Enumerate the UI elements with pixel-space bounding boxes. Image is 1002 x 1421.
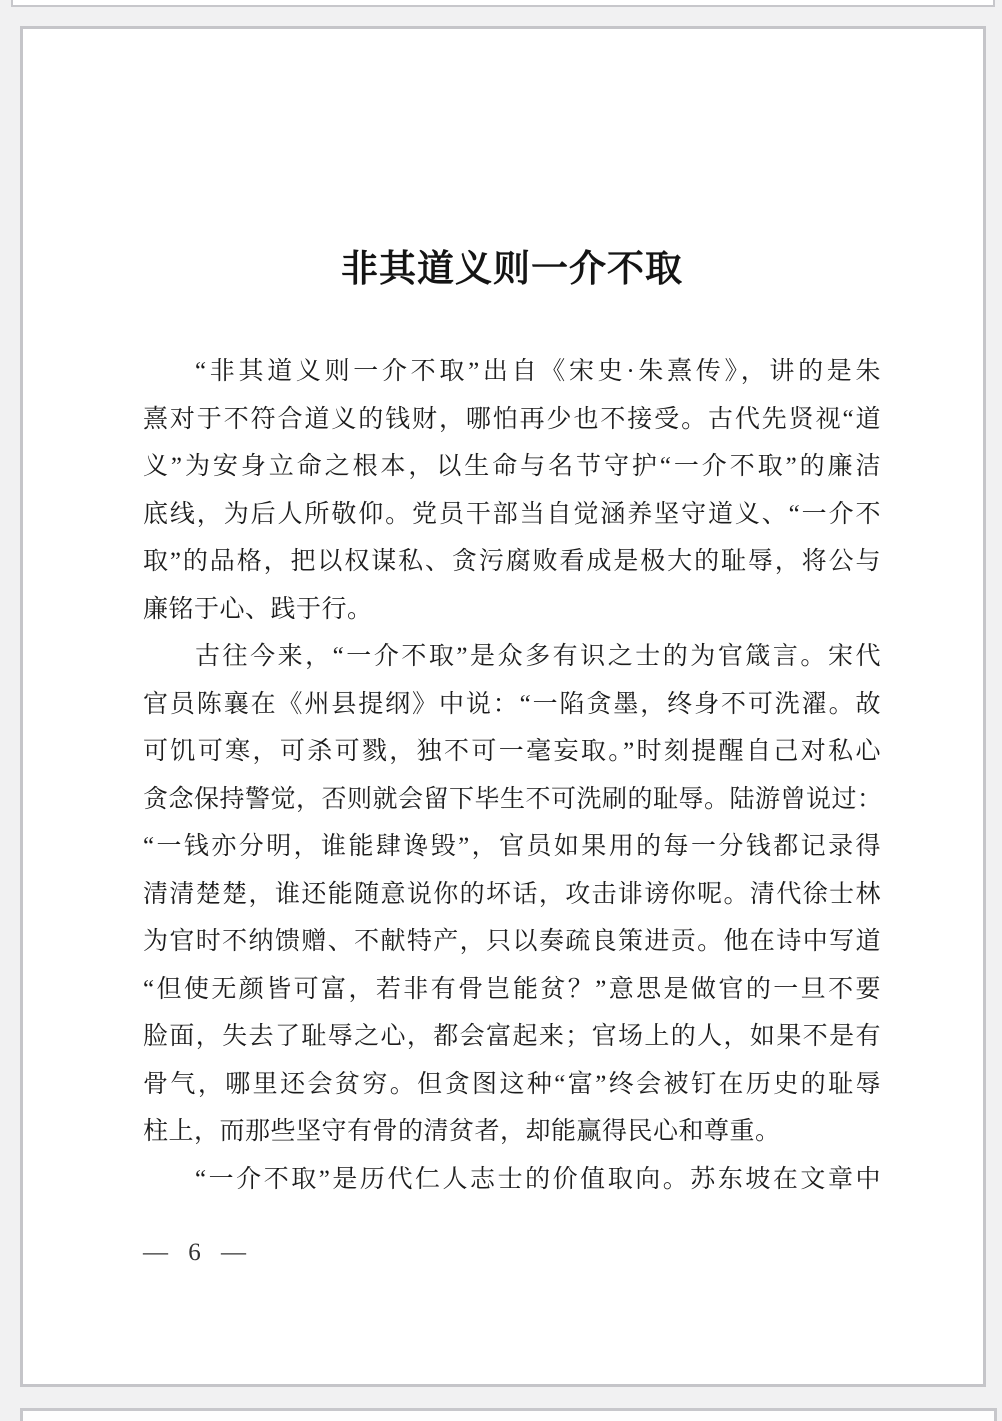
body-text (143, 348, 881, 1203)
text-line: 脸面，失去了耻辱之心，都会富起来；官场上的人，如果不是有 (143, 1023, 881, 1050)
text-line: 贪念保持警觉，否则就会留下毕生不可洗刷的耻辱。陆游曾说过： (143, 785, 883, 813)
text-line: 廉铭于心、践于行。 (143, 595, 373, 623)
text-line: 可饥可寒，可杀可戮，独不可一毫妄取。”时刻提醒自己对私心 (143, 738, 881, 765)
text-line: 柱上，而那些坚守有骨的清贫者，却能赢得民心和尊重。 (143, 1118, 781, 1145)
text-line: 熹对于不符合道义的钱财，哪怕再少也不接受。古代先贤视“道 (143, 405, 881, 433)
text-line: “但使无颜皆可富，若非有骨岂能贫？”意思是做官的一旦不要 (143, 975, 881, 1003)
page-title: 非其道义则一介不取 (341, 249, 683, 290)
text-line: 取”的品格，把以权谋私、贪污腐败看成是极大的耻辱，将公与 (143, 548, 881, 575)
text-line: 清清楚楚，谁还能随意说你的坏话，攻击诽谤你呢。清代徐士林 (143, 880, 881, 908)
text-line: 义”为安身立命之根本，以生命与名节守护“一介不取”的廉洁 (143, 453, 881, 480)
document-page (20, 26, 986, 1387)
next-page-edge (20, 1408, 997, 1421)
page-content (143, 29, 881, 1267)
page-number: — 6 — (143, 1239, 248, 1266)
text-line: “非其道义则一介不取”出自《宋史·朱熹传》，讲的是朱 (195, 358, 881, 385)
text-line: 为官时不纳馈赠、不献特产，只以奏疏良策进贡。他在诗中写道 (143, 928, 881, 955)
previous-page-edge (11, 0, 995, 7)
text-line: 底线，为后人所敬仰。党员干部当自觉涵养坚守道义、“一介不 (143, 500, 881, 528)
text-line: “一钱亦分明，谁能肆谗毁”，官员如果用的每一分钱都记录得 (143, 833, 881, 860)
text-line: 古往今来，“一介不取”是众多有识之士的为官箴言。宋代 (195, 643, 881, 670)
text-line: 骨气，哪里还会贫穷。但贪图这种“富”终会被钉在历史的耻辱 (143, 1070, 881, 1098)
text-line: “一介不取”是历代仁人志士的价值取向。苏东坡在文章中 (195, 1165, 881, 1193)
text-line: 官员陈襄在《州县提纲》中说：“一陷贪墨，终身不可洗濯。故 (143, 690, 881, 718)
